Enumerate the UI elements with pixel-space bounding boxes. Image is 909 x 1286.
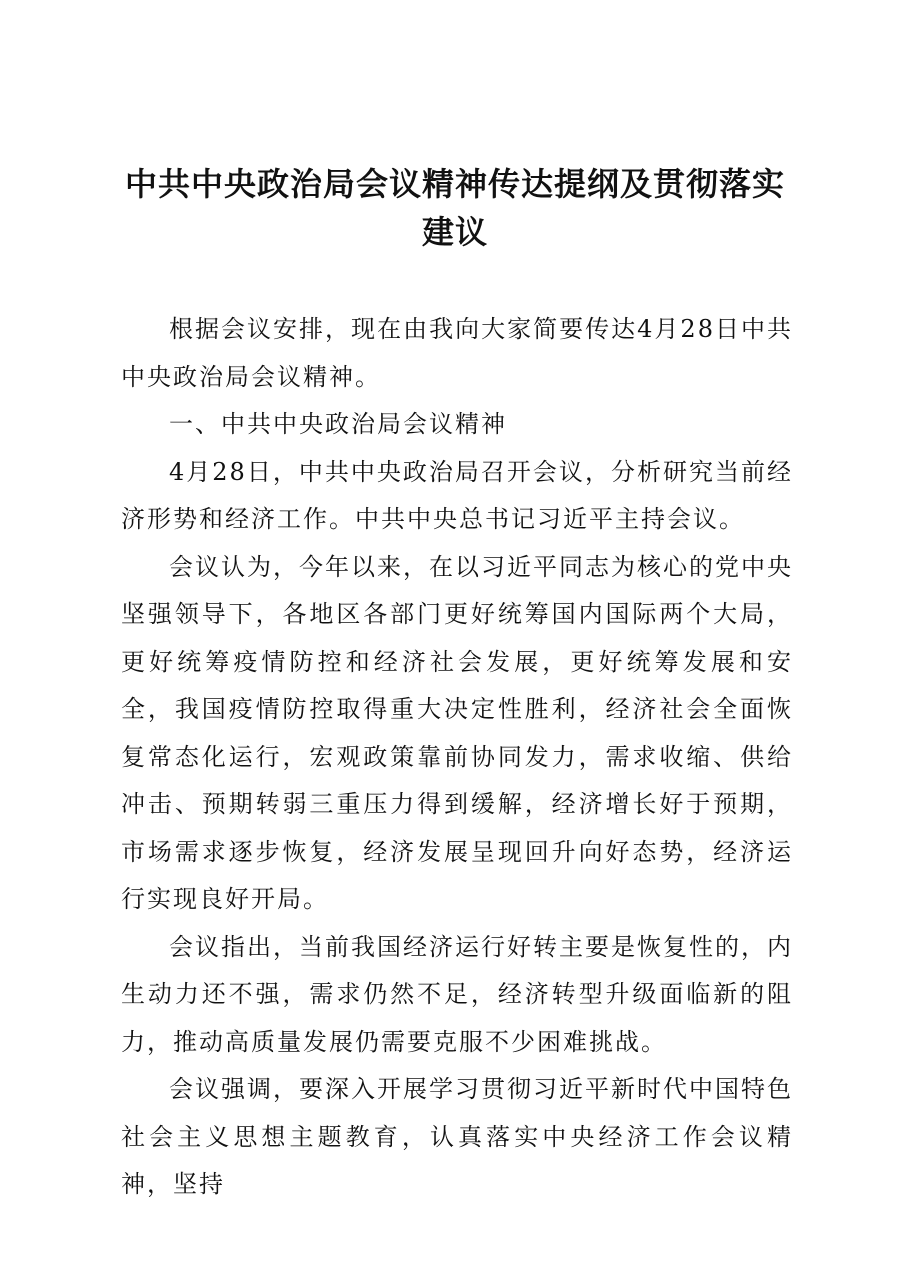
section-heading-1: 一、中共中央政治局会议精神 <box>169 410 507 438</box>
paragraph-challenges: 会议指出，当前我国经济运行好转主要是恢复性的，内生动力还不强，需求仍然不足，经济转型升级面临新的阻力，推动高质量发展仍需要克服不少困难挑战。 <box>121 932 793 1056</box>
paragraph-assessment: 会议认为，今年以来，在以习近平同志为核心的党中央坚强领导下，各地区各部门更好统筹国内国际两个大局，更好统筹疫情防控和经济社会发展，更好统筹发展和安全，我国疫情防控取得重大决定性胜利，经济社会全面恢复常态化运行，宏观政策靠前协同发力，需求收缩、供给冲击、预期转弱三重压力得到缓解，经济增长好于预期，市场需求逐步恢复，经济发展呈现回升向好态势，经济运行实现良好开局。 <box>121 552 793 913</box>
document-body <box>121 306 793 1209</box>
document-title: 中共中央政治局会议精神传达提纲及贯彻落实建议 <box>124 165 785 251</box>
paragraph-intro: 根据会议安排，现在由我向大家简要传达4月28日中共中央政治局会议精神。 <box>121 315 793 391</box>
paragraph-meeting: 4月28日，中共中央政治局召开会议，分析研究当前经济形势和经济工作。中共中央总书记习近平主持会议。 <box>121 457 793 533</box>
paragraph-emphasis: 会议强调，要深入开展学习贯彻习近平新时代中国特色社会主义思想主题教育，认真落实中央经济工作会议精神，坚持 <box>121 1075 793 1198</box>
